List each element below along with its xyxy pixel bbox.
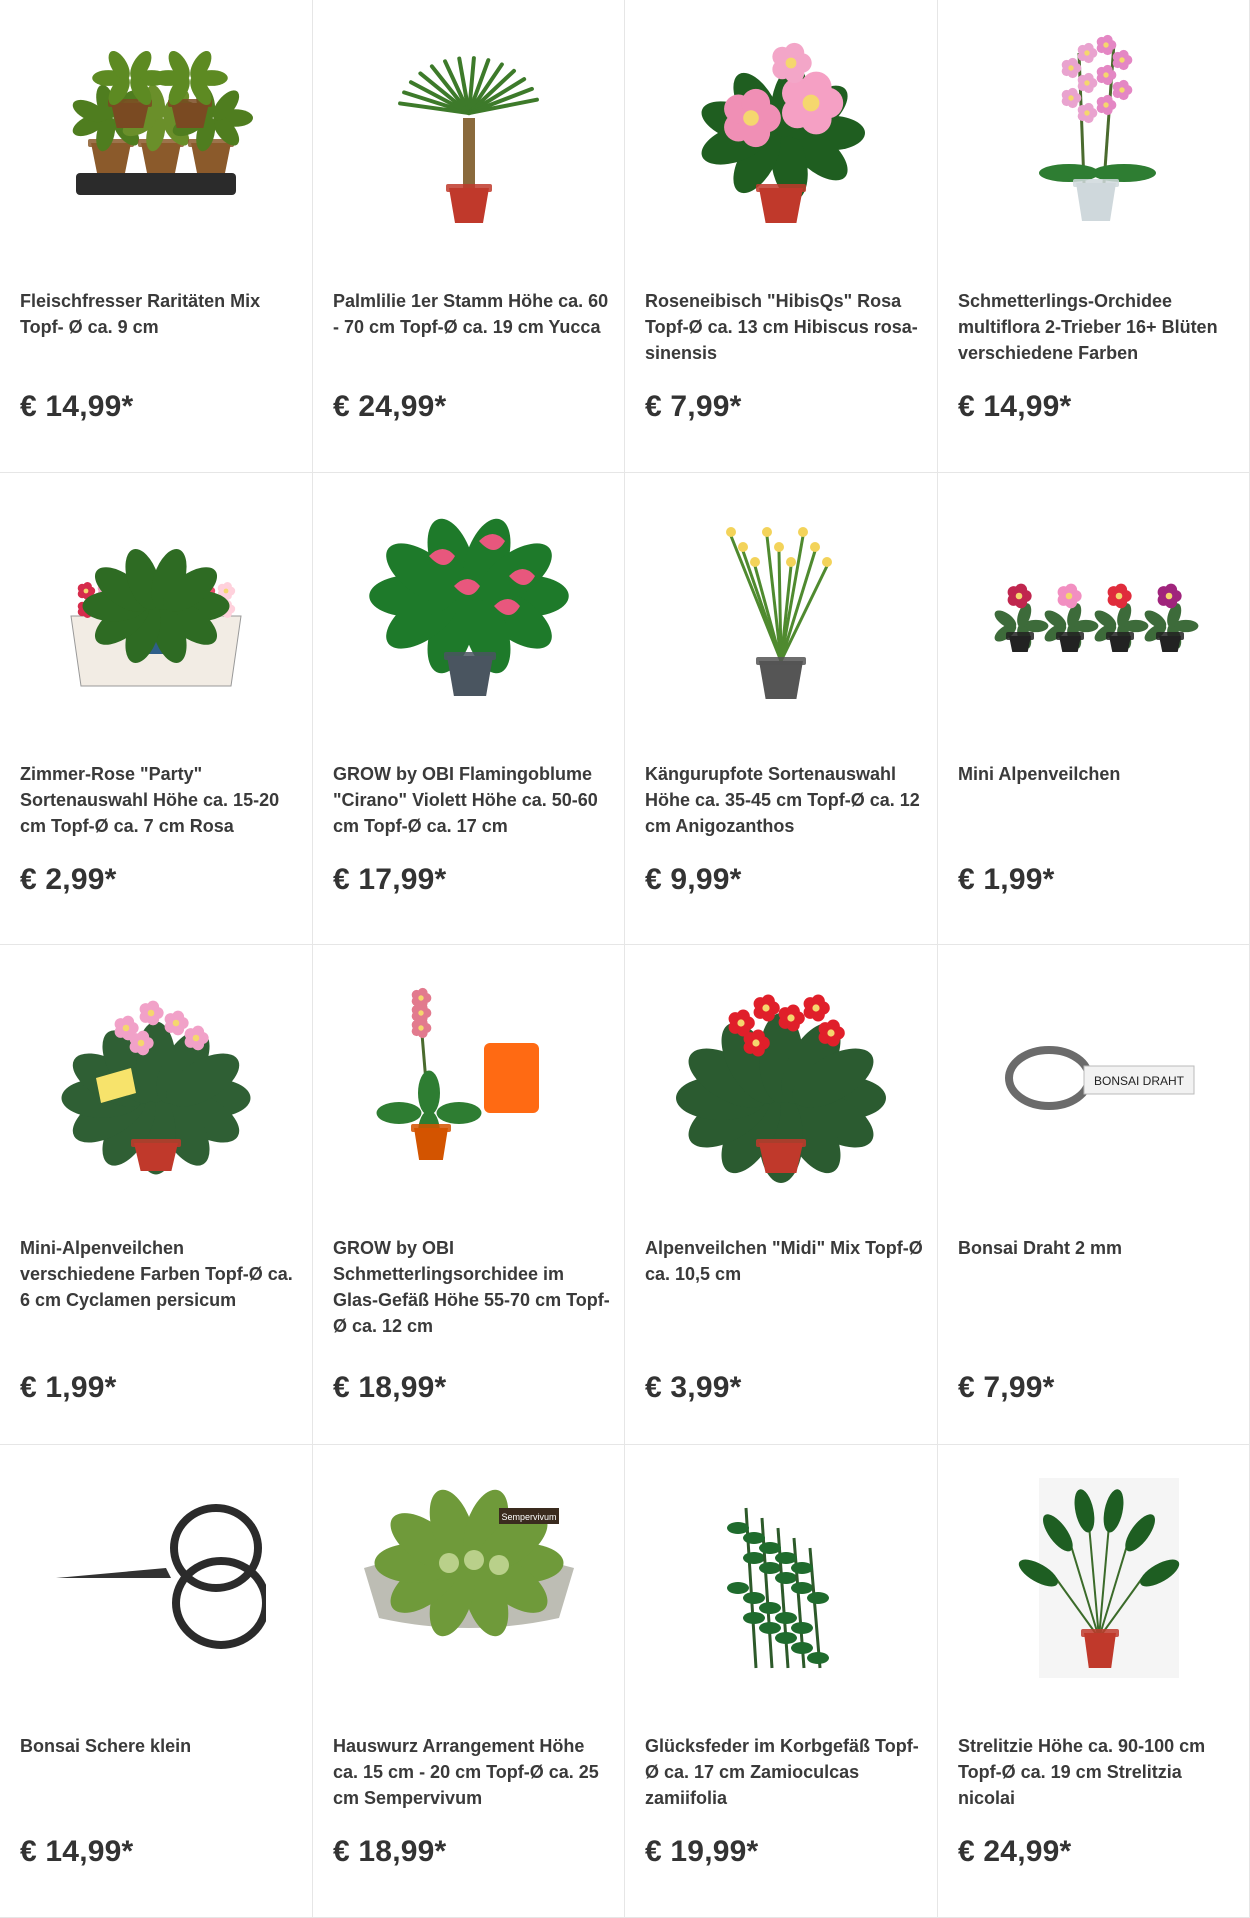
product-price: € 18,99* <box>333 1371 447 1404</box>
product-image[interactable] <box>625 491 937 721</box>
bonsai-wire-icon <box>984 968 1204 1188</box>
svg-text:BONSAI DRAHT: BONSAI DRAHT <box>1093 1074 1184 1088</box>
product-title[interactable]: Mini-Alpenveilchen verschiedene Farben Topf-Ø ca. 6 cm Cyclamen persicum <box>20 1238 293 1310</box>
product-image[interactable] <box>625 963 937 1193</box>
product-image[interactable] <box>313 18 624 248</box>
product-title[interactable]: Strelitzie Höhe ca. 90-100 cm Topf-Ø ca. 19 cm Strelitzia nicolai <box>958 1736 1206 1808</box>
product-price: € 2,99* <box>20 863 117 896</box>
product-price: € 18,99* <box>333 1835 447 1868</box>
product-image[interactable] <box>0 491 312 721</box>
product-card[interactable] <box>0 945 313 1445</box>
product-image[interactable] <box>0 963 312 1193</box>
product-card[interactable] <box>0 0 313 473</box>
mini-cyclamen-row-icon <box>984 496 1204 716</box>
product-image[interactable] <box>625 1463 937 1693</box>
product-title[interactable]: Schmetterlings-Orchidee multiflora 2-Trieber 16+ Blüten verschiedene Farben <box>958 291 1218 363</box>
product-price: € 1,99* <box>20 1371 117 1404</box>
product-price: € 9,99* <box>645 863 742 896</box>
product-image[interactable] <box>313 1463 624 1693</box>
sempervivum-bowl-icon <box>359 1468 579 1688</box>
product-card[interactable] <box>0 1445 313 1918</box>
product-card[interactable] <box>313 945 625 1445</box>
product-title[interactable]: Roseneibisch "HibisQs" Rosa Topf-Ø ca. 13 cm Hibiscus rosa-sinensis <box>645 291 918 363</box>
product-price: € 14,99* <box>958 390 1072 423</box>
product-image[interactable] <box>0 18 312 248</box>
product-image[interactable] <box>313 963 624 1193</box>
product-title[interactable]: GROW by OBI Flamingoblume "Cirano" Violett Höhe ca. 50-60 cm Topf-Ø ca. 17 cm <box>333 764 598 836</box>
pink-cyclamen-icon <box>46 968 266 1188</box>
product-title[interactable]: Hauswurz Arrangement Höhe ca. 15 cm - 20 cm Topf-Ø ca. 25 cm Sempervivum <box>333 1736 599 1808</box>
strelitzia-icon <box>984 1468 1204 1688</box>
product-card[interactable] <box>313 473 625 945</box>
product-title[interactable]: Alpenveilchen "Midi" Mix Topf-Ø ca. 10,5 cm <box>645 1238 923 1284</box>
product-title[interactable]: Palmlilie 1er Stamm Höhe ca. 60 - 70 cm Topf-Ø ca. 19 cm Yucca <box>333 291 609 337</box>
zamioculcas-icon <box>671 1468 891 1688</box>
product-price: € 7,99* <box>958 1371 1055 1404</box>
product-price: € 3,99* <box>645 1371 742 1404</box>
product-price: € 24,99* <box>958 1835 1072 1868</box>
product-price: € 14,99* <box>20 390 134 423</box>
bonsai-scissors-icon <box>46 1468 266 1688</box>
anthurium-icon <box>359 496 579 716</box>
product-card[interactable] <box>625 473 938 945</box>
product-image[interactable] <box>625 18 937 248</box>
product-card[interactable] <box>0 473 313 945</box>
svg-text:Sempervivum: Sempervivum <box>500 1512 557 1522</box>
product-image[interactable] <box>938 491 1249 721</box>
product-title[interactable]: Fleischfresser Raritäten Mix Topf- Ø ca. 9 cm <box>20 291 261 337</box>
product-card[interactable] <box>625 945 938 1445</box>
pink-orchid-icon <box>984 23 1204 243</box>
product-image[interactable] <box>0 1463 312 1693</box>
product-price: € 1,99* <box>958 863 1055 896</box>
product-title[interactable]: GROW by OBI Schmetterlingsorchidee im Glas-Gefäß Höhe 55-70 cm Topf-Ø ca. 12 cm <box>333 1238 610 1336</box>
mini-roses-tray-icon <box>46 496 266 716</box>
red-cyclamen-icon <box>671 968 891 1188</box>
product-title[interactable]: Bonsai Draht 2 mm <box>958 1238 1123 1258</box>
product-card[interactable] <box>938 1445 1250 1918</box>
product-card[interactable] <box>938 945 1250 1445</box>
product-title[interactable]: Zimmer-Rose "Party" Sortenauswahl Höhe ca. 15-20 cm Topf-Ø ca. 7 cm Rosa <box>20 764 280 836</box>
pink-hibiscus-icon <box>671 23 891 243</box>
product-image[interactable] <box>313 491 624 721</box>
product-card[interactable] <box>625 1445 938 1918</box>
product-card[interactable] <box>625 0 938 473</box>
product-title[interactable]: Mini Alpenveilchen <box>958 764 1121 784</box>
product-price: € 14,99* <box>20 1835 134 1868</box>
product-card[interactable] <box>938 0 1250 473</box>
product-price: € 7,99* <box>645 390 742 423</box>
product-card[interactable] <box>313 1445 625 1918</box>
product-price: € 24,99* <box>333 390 447 423</box>
product-card[interactable] <box>313 0 625 473</box>
kangaroo-paw-icon <box>671 496 891 716</box>
product-title[interactable]: Bonsai Schere klein <box>20 1736 192 1756</box>
product-image[interactable] <box>938 1463 1249 1693</box>
product-title[interactable]: Kängurupfote Sortenauswahl Höhe ca. 35-45 cm Topf-Ø ca. 12 cm Anigozanthos <box>645 764 920 836</box>
product-image[interactable] <box>938 18 1249 248</box>
product-card[interactable] <box>938 473 1250 945</box>
carnivorous-plants-tray-icon <box>46 23 266 243</box>
product-price: € 17,99* <box>333 863 447 896</box>
product-title[interactable]: Glücksfeder im Korbgefäß Topf-Ø ca. 17 cm Zamioculcas zamiifolia <box>645 1736 919 1808</box>
product-image[interactable] <box>938 963 1249 1193</box>
yucca-palm-icon <box>359 23 579 243</box>
orchid-with-glass-icon <box>359 968 579 1188</box>
product-price: € 19,99* <box>645 1835 759 1868</box>
